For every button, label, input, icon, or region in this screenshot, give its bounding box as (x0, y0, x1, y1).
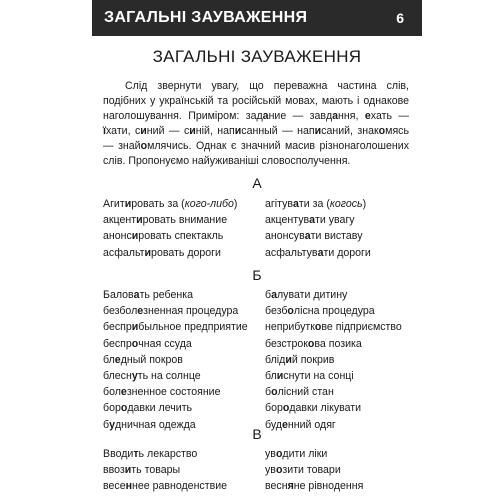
ukrainian-term (265, 462, 423, 478)
section-letter: В (252, 426, 262, 442)
entry-list (103, 287, 423, 433)
text-run: безстрок (265, 337, 308, 350)
text-run: ва позика (314, 337, 362, 350)
ukrainian-term (265, 303, 423, 319)
text-run: ние — завд (268, 110, 333, 122)
stress-mark: о (131, 337, 139, 350)
stress-mark: е (137, 305, 144, 318)
entry-row (103, 319, 423, 335)
stress-mark: и (144, 246, 152, 259)
entry-row (103, 446, 423, 462)
ukrainian-term (265, 352, 423, 368)
text-run: бл (103, 353, 115, 366)
stress-mark: а (133, 289, 140, 301)
entry-row (103, 368, 423, 384)
stress-mark: и (124, 198, 132, 210)
entry-row (103, 228, 423, 244)
text-run: Балов (103, 289, 134, 301)
text-run: ти увагу (315, 214, 355, 227)
text-run: ть ребенка (139, 289, 194, 301)
ukrainian-term (265, 368, 423, 384)
ukrainian-term (265, 319, 423, 335)
italic-text: когось (329, 198, 363, 210)
stress-mark: о (307, 337, 315, 350)
text-run: й покрив (291, 353, 335, 366)
stress-mark: е (114, 353, 121, 366)
stress-mark: и (276, 369, 284, 382)
text-run: Агит (103, 198, 125, 210)
russian-term (103, 196, 265, 212)
text-run: санный — нап (241, 125, 315, 137)
russian-term (103, 287, 265, 303)
text-run: Вводи (103, 448, 134, 460)
text-run: ровать внимание (142, 214, 228, 227)
text-run: нний одяг (287, 418, 336, 431)
text-run: ння, (338, 110, 365, 122)
entry-row (103, 336, 423, 352)
stress-mark: о (314, 321, 322, 334)
header-title: ЗАГАЛЬНІ ЗАУВАЖЕННЯ (104, 9, 308, 26)
ukrainian-term (265, 336, 423, 352)
russian-term (103, 478, 265, 494)
text-run: лісна процедура (293, 305, 375, 318)
stress-mark: а (271, 289, 277, 301)
stress-mark: и (136, 214, 143, 227)
text-run: быльное предприятие (138, 321, 248, 334)
entry-row (103, 352, 423, 368)
text-run: ввоз (103, 464, 125, 477)
stress-mark: я (287, 480, 294, 493)
stress-mark: и (131, 321, 139, 334)
ukrainian-term (265, 245, 423, 261)
stress-mark: о (120, 402, 128, 415)
text-run: ь лекарство (138, 448, 198, 460)
text-run: ) (362, 198, 367, 210)
text-run: зненное состояние (126, 386, 221, 399)
stress-mark: е (281, 418, 288, 431)
text-run: нее равноденствие (132, 480, 228, 493)
russian-term (103, 352, 265, 368)
stress-mark: о (275, 464, 283, 477)
text-run: дничная одежда (114, 418, 196, 431)
russian-term (103, 336, 265, 352)
text-run: весе (103, 480, 126, 493)
text-run: буд (265, 418, 282, 431)
text-run: лісний стан (277, 386, 334, 399)
stress-mark: а (309, 214, 316, 227)
text-run: бол (103, 386, 121, 399)
page-header (92, 0, 422, 36)
text-run: б (265, 386, 272, 399)
russian-term (103, 319, 265, 335)
text-run: ть на солнце (137, 369, 201, 382)
stress-mark: и (314, 125, 322, 137)
text-run: весн (265, 480, 288, 493)
text-run: давки лечить (127, 402, 193, 415)
stress-mark: у (109, 418, 115, 431)
text-run: хати, с (105, 125, 141, 137)
entry-row (103, 196, 423, 212)
russian-term (103, 245, 265, 261)
text-run: бор (265, 402, 283, 415)
intro-text (103, 79, 409, 169)
text-run: асфальт (103, 246, 145, 259)
italic-text: кого-либо (184, 198, 234, 210)
entry-row (103, 478, 423, 494)
text-run: ве підприємство (321, 321, 402, 334)
text-run: акцент (103, 214, 137, 227)
text-run: давки лікувати (289, 402, 362, 415)
stress-mark: т (133, 448, 139, 460)
stress-mark: о (271, 386, 278, 399)
stress-mark: е (120, 386, 127, 399)
entry-row (103, 462, 423, 478)
russian-term (103, 368, 265, 384)
stress-mark: и (189, 125, 196, 137)
text-run: зити товари (282, 464, 341, 477)
russian-term (103, 212, 265, 228)
ukrainian-term (265, 196, 423, 212)
text-run: дити ліки (282, 448, 328, 460)
text-run: зненная процедура (143, 305, 239, 318)
text-run: агітув (265, 198, 294, 210)
stress-mark: ї (103, 125, 106, 137)
entry-list (103, 196, 423, 261)
text-run: ній, нап (195, 125, 235, 137)
stress-mark: а (332, 110, 339, 122)
stress-mark: а (304, 230, 311, 243)
text-run: беспр (103, 337, 132, 350)
ukrainian-term (265, 287, 423, 303)
text-run: саний, знак (321, 125, 379, 137)
text-run: анонсув (265, 230, 305, 243)
entry-row (103, 303, 423, 319)
text-run: блесн (103, 369, 132, 382)
text-run: лувати дитину (276, 289, 348, 301)
text-run: бор (103, 402, 121, 415)
russian-term (103, 384, 265, 400)
section-letter: Б (252, 267, 262, 283)
text-run: неприбутк (265, 321, 315, 334)
text-run: ти за ( (298, 198, 330, 210)
stress-mark: а (293, 198, 299, 210)
ukrainian-term (265, 446, 423, 462)
text-run: снути на сонці (283, 369, 354, 382)
intro-paragraph (103, 79, 409, 169)
stress-mark: и (140, 125, 147, 137)
text-run: анонс (103, 230, 132, 243)
stress-mark: у (131, 369, 138, 382)
ukrainian-term (265, 212, 423, 228)
text-run: хать — (370, 110, 409, 122)
section-letter: А (252, 175, 262, 191)
russian-term (103, 228, 265, 244)
stress-mark: и (131, 230, 139, 243)
text-run: блід (265, 353, 286, 366)
entry-row (103, 400, 423, 416)
stress-mark: о (378, 125, 386, 137)
ukrainian-term (265, 478, 423, 494)
text-run: бл (265, 369, 277, 382)
text-run: ти виставу (310, 230, 363, 243)
text-run: ув (265, 448, 276, 460)
text-run: мясь — знай (103, 125, 409, 152)
ukrainian-term (265, 228, 423, 244)
text-run: ть товары (131, 464, 181, 477)
stress-mark: е (364, 110, 371, 122)
entry-row (103, 245, 423, 261)
page-title: ЗАГАЛЬНІ ЗАУВАЖЕННЯ (152, 47, 362, 66)
stress-mark: о (275, 448, 283, 460)
stress-mark: о (282, 402, 290, 415)
stress-mark: и (234, 125, 242, 137)
text-run: асфальтув (265, 246, 318, 259)
ukrainian-term (265, 400, 423, 416)
text-run: ув (265, 464, 276, 477)
text-run: ти дороги (323, 246, 371, 259)
russian-term (103, 462, 265, 478)
text-run: не рівнодення (293, 480, 364, 493)
text-run: ровать за ( (131, 198, 185, 210)
stress-mark: о (140, 140, 148, 152)
entry-list (103, 446, 423, 495)
entry-row (103, 212, 423, 228)
text-run: дный покров (120, 353, 183, 366)
stress-mark: н (125, 480, 132, 493)
entry-row (103, 384, 423, 400)
russian-term (103, 303, 265, 319)
text-run: б (265, 289, 272, 301)
stress-mark: а (317, 246, 324, 259)
stress-mark: и (285, 353, 292, 366)
text-run: Слід звернути увагу, що переважна частина слів, подібних у українській та російській мовах, мають і однакове наголошування. Приміром: зад (103, 80, 409, 122)
text-run: безбол (103, 305, 138, 318)
russian-term (103, 400, 265, 416)
text-run: ) (233, 198, 238, 210)
text-run: ровать дороги (151, 246, 221, 259)
russian-term (103, 446, 265, 462)
text-run: млячись. Однак є значний масив різнонаголошених слів. Пропонуємо найуживаніші словосполучення. (103, 140, 409, 167)
text-run: б (103, 418, 110, 431)
page-number: 6 (396, 10, 404, 26)
text-run: ровать спектакль (138, 230, 224, 243)
stress-mark: и (124, 464, 132, 477)
text-run: ний — с (146, 125, 190, 137)
entry-row (103, 287, 423, 303)
stress-mark: а (262, 110, 269, 122)
stress-mark: о (287, 305, 294, 318)
text-run: безб (265, 305, 288, 318)
text-run: чная ссуда (138, 337, 192, 350)
text-run: акцентув (265, 214, 310, 227)
ukrainian-term (265, 384, 423, 400)
text-run: беспр (103, 321, 132, 334)
